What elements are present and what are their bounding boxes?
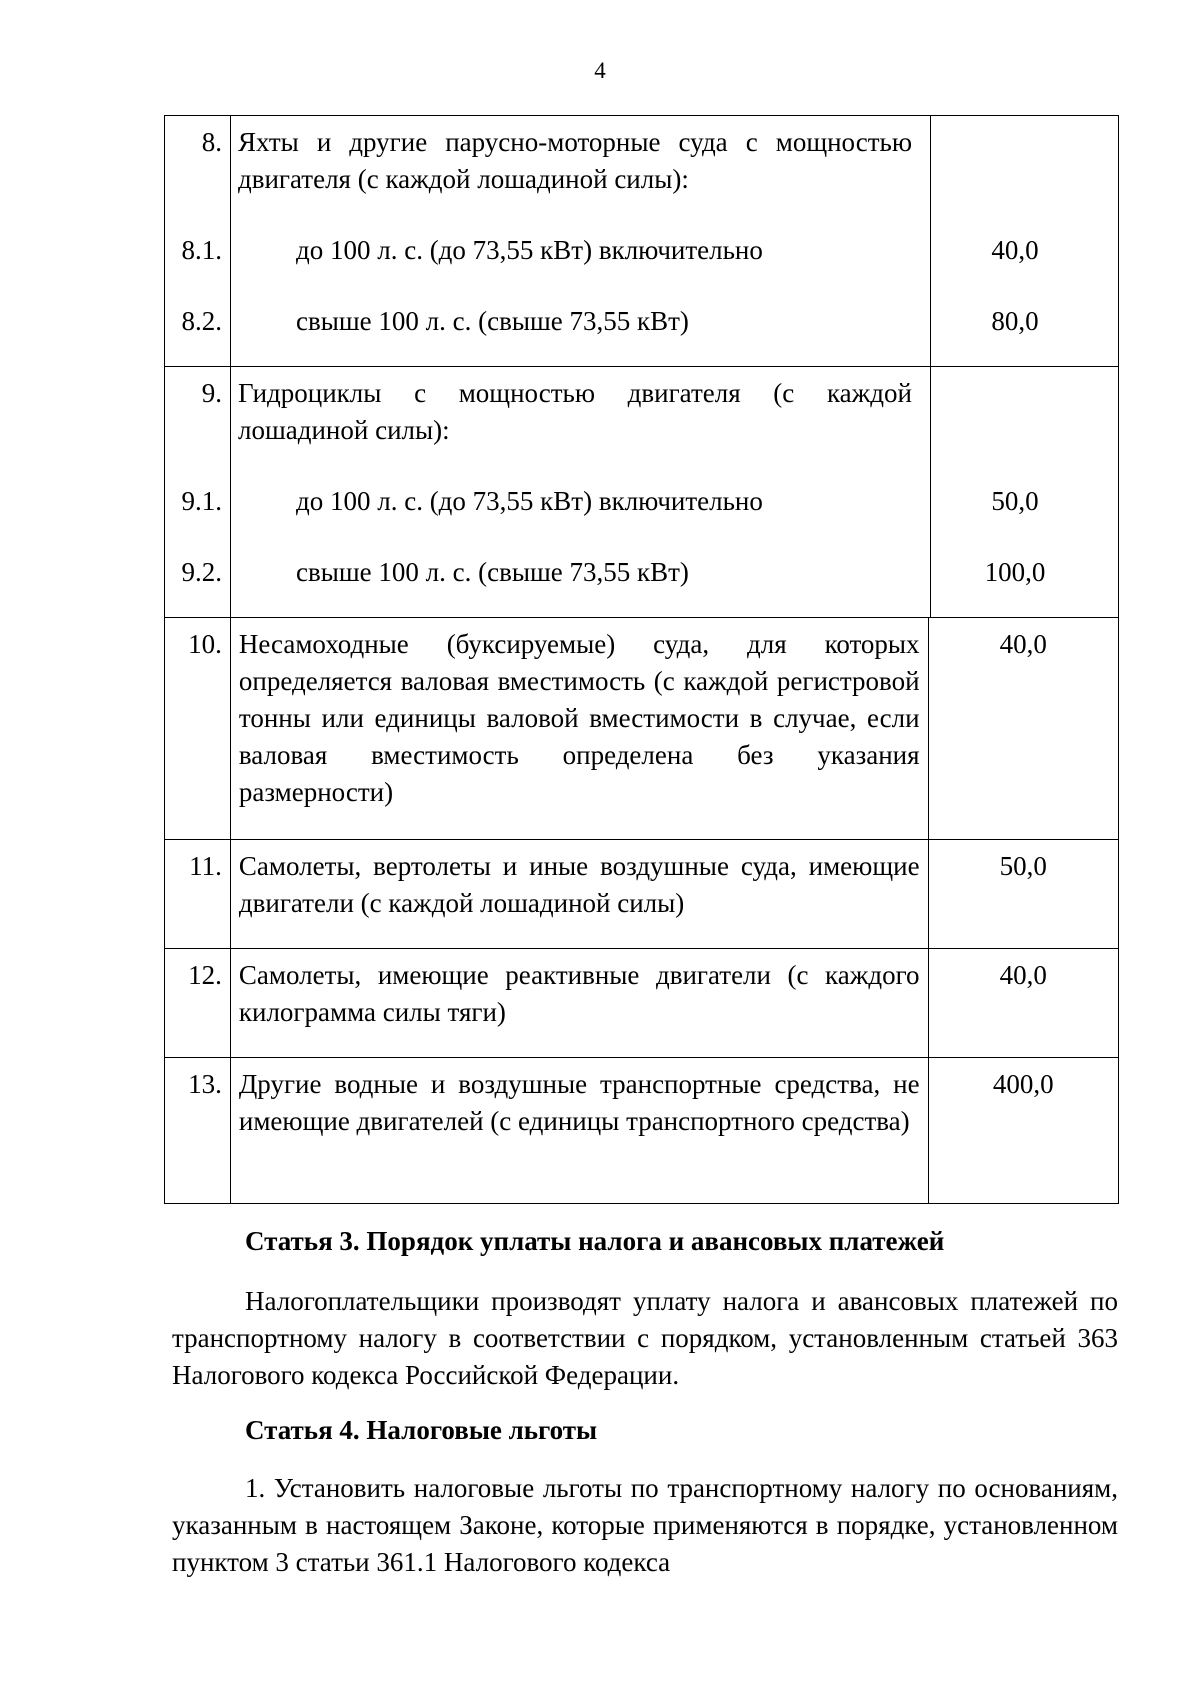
row-description: свыше 100 л. с. (свыше 73,55 кВт) — [296, 557, 689, 587]
table-row — [165, 840, 1119, 949]
row-description: Самолеты, вертолеты и иные воздушные суда, имеющие двигатели (с каждой лошадиной силы) — [230, 840, 928, 949]
page-number: 4 — [594, 58, 606, 83]
row-description: Несамоходные (буксируемые) суда, для которых определяется валовая вместимость (с каждой регистровой тонны или единицы валовой вместимости в случае, если валовая вместимость определена без указания размерности) — [230, 618, 928, 840]
row-description: до 100 л. с. (до 73,55 кВт) включительно — [296, 235, 763, 265]
row-number: 12. — [188, 960, 222, 990]
article-3-heading: Статья 3. Порядок уплаты налога и авансовых платежей — [245, 1226, 945, 1256]
row-description: Яхты и другие парусно-моторные суда с мощностью двигателя (с каждой лошадиной силы): — [238, 127, 912, 194]
row-rate: 40,0 — [928, 618, 1118, 840]
row-rate: 400,0 — [928, 1058, 1118, 1204]
table-row — [165, 949, 1119, 1058]
row-description: до 100 л. с. (до 73,55 кВт) включительно — [296, 486, 763, 516]
row-number: 9.1. — [181, 486, 222, 516]
tax-rate-table — [164, 115, 1119, 1204]
table-row — [165, 618, 1119, 840]
article-3-paragraph: Налогоплательщики производят уплату налога и авансовых платежей по транспортному налогу в соответствии с порядком, установленным статьей 363 Налогового кодекса Российской Федерации. — [172, 1286, 1118, 1390]
row-number: 8.1. — [181, 235, 222, 265]
table-row — [165, 116, 1119, 367]
row-rate: 50,0 — [928, 840, 1118, 949]
table-row — [165, 1058, 1119, 1204]
article-4-paragraph: 1. Установить налоговые льготы по транспортному налогу по основаниям, указанным в настоящем Законе, которые применяются в порядке, установленном пунктом 3 статьи 361.1 Налогового кодекса — [172, 1473, 1118, 1577]
row-rate: 40,0 — [928, 949, 1118, 1058]
row-number: 9. — [201, 378, 222, 408]
row-rate: 40,0 — [991, 235, 1039, 265]
row-number: 8. — [201, 127, 222, 157]
row-description: Гидроциклы с мощностью двигателя (с каждой лошадиной силы): — [238, 378, 912, 445]
article-4-heading: Статья 4. Налоговые льготы — [245, 1415, 598, 1445]
row-number: 10. — [188, 629, 222, 659]
row-number: 11. — [189, 851, 222, 881]
table-row — [165, 367, 1119, 618]
row-number: 8.2. — [181, 306, 222, 336]
row-rate: 50,0 — [991, 486, 1039, 516]
row-description: Самолеты, имеющие реактивные двигатели (с каждого килограмма силы тяги) — [230, 949, 928, 1058]
row-description: свыше 100 л. с. (свыше 73,55 кВт) — [296, 306, 689, 336]
row-rate: 80,0 — [991, 306, 1039, 336]
row-number: 13. — [188, 1069, 222, 1099]
row-description: Другие водные и воздушные транспортные средства, не имеющие двигателей (с единицы транспортного средства) — [230, 1058, 928, 1204]
row-rate: 100,0 — [984, 557, 1046, 587]
row-number: 9.2. — [181, 557, 222, 587]
